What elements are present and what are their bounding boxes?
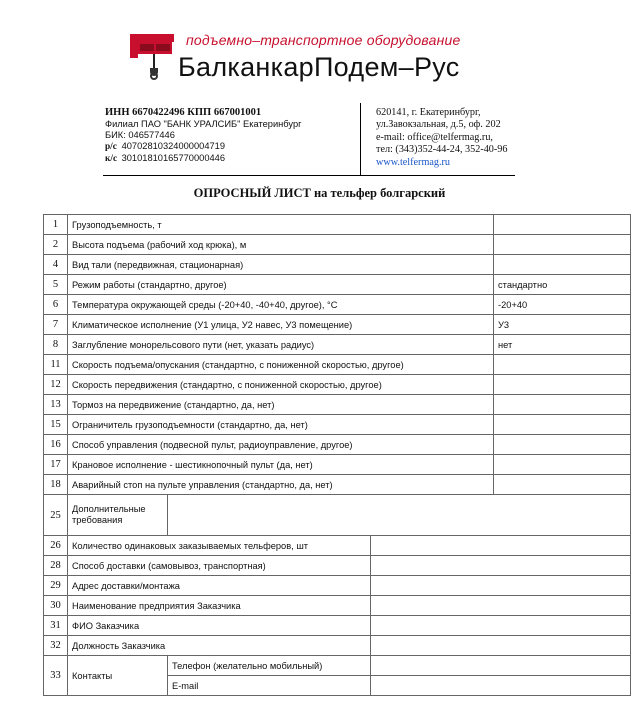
- company-brand: БалканкарПодем–Рус: [178, 52, 460, 82]
- row-value-input[interactable]: нет: [494, 335, 631, 355]
- row-number: 2: [44, 235, 68, 255]
- contact-phone-label: Телефон (желательно мобильный): [168, 656, 371, 676]
- rs-label: р/с: [105, 142, 117, 152]
- row-value-input[interactable]: [494, 395, 631, 415]
- row-value-input[interactable]: [494, 455, 631, 475]
- row-number: 25: [44, 495, 68, 536]
- row-label: Скорость передвижения (стандартно, с пониженной скоростью, другое): [68, 375, 494, 395]
- row-number: 7: [44, 315, 68, 335]
- bank-requisites: [105, 106, 302, 165]
- table-row: [44, 375, 631, 395]
- row-label: Температура окружающей среды (-20+40, -40+40, другое), °С: [68, 295, 494, 315]
- ks-label: к/с: [105, 154, 118, 164]
- row-number: 6: [44, 295, 68, 315]
- table-row: [44, 235, 631, 255]
- contact-requisites: [376, 107, 507, 169]
- row-label: Заглубление монорельсового пути (нет, указать радиус): [68, 335, 494, 355]
- row-label: Ограничитель грузоподъемности (стандартно, да, нет): [68, 415, 494, 435]
- rs-value: 40702810324000004719: [121, 141, 226, 151]
- table-row: [44, 475, 631, 495]
- table-row: [44, 576, 631, 596]
- company-website-link[interactable]: www.telfermag.ru: [376, 156, 451, 168]
- row-number: 8: [44, 335, 68, 355]
- address-line-1: 620141, г. Екатеринбург,: [376, 107, 481, 118]
- row-number: 13: [44, 395, 68, 415]
- row-label: Аварийный стоп на пульте управления (стандартно, да, нет): [68, 475, 494, 495]
- row-value-input[interactable]: [168, 495, 631, 536]
- page-title: ОПРОСНЫЙ ЛИСТ на тельфер болгарский: [193, 186, 446, 200]
- row-value-input[interactable]: [494, 475, 631, 495]
- table-row: [44, 415, 631, 435]
- row-value-input[interactable]: [494, 255, 631, 275]
- header-divider-horizontal: [103, 175, 515, 176]
- row-number: 26: [44, 536, 68, 556]
- table-row: [44, 656, 631, 676]
- contact-phone-input[interactable]: [371, 656, 631, 676]
- table-row: [44, 275, 631, 295]
- row-number: 12: [44, 375, 68, 395]
- row-value-input[interactable]: [494, 215, 631, 235]
- row-number: 32: [44, 636, 68, 656]
- bik: БИК: 046577446: [105, 130, 175, 140]
- row-label: Адрес доставки/монтажа: [68, 576, 371, 596]
- row-value-input[interactable]: стандартно: [494, 275, 631, 295]
- row-value-input[interactable]: [494, 415, 631, 435]
- row-number: 4: [44, 255, 68, 275]
- table-row: [44, 335, 631, 355]
- table-row: [44, 556, 631, 576]
- row-value-input[interactable]: [494, 375, 631, 395]
- row-label: Количество одинаковых заказываемых тельферов, шт: [68, 536, 371, 556]
- inn-kpp: ИНН 6670422496 КПП 667001001: [105, 107, 262, 118]
- table-row: [44, 255, 631, 275]
- row-value-input[interactable]: [371, 536, 631, 556]
- row-value-input[interactable]: [371, 596, 631, 616]
- row-value-input[interactable]: [371, 616, 631, 636]
- table-row: [44, 636, 631, 656]
- table-row: [44, 215, 631, 235]
- row-value-input[interactable]: [371, 636, 631, 656]
- company-email: e-mail: office@telfermag.ru,: [376, 131, 493, 143]
- row-number: 11: [44, 355, 68, 375]
- row-value-input[interactable]: [494, 235, 631, 255]
- row-number: 33: [44, 656, 68, 696]
- row-number: 18: [44, 475, 68, 495]
- table-row: [44, 315, 631, 335]
- questionnaire-table: [43, 214, 631, 696]
- row-number: 16: [44, 435, 68, 455]
- row-value-input[interactable]: [494, 435, 631, 455]
- contact-email-label: E-mail: [168, 676, 371, 696]
- row-label: Контакты: [68, 656, 168, 696]
- row-value-input[interactable]: [371, 556, 631, 576]
- table-row: [44, 355, 631, 375]
- row-value-input[interactable]: [494, 355, 631, 375]
- ks-value: 30101810165770000446: [121, 153, 226, 163]
- row-number: 31: [44, 616, 68, 636]
- row-label: ФИО Заказчика: [68, 616, 371, 636]
- row-value-input[interactable]: У3: [494, 315, 631, 335]
- row-number: 1: [44, 215, 68, 235]
- row-number: 28: [44, 556, 68, 576]
- row-value-input[interactable]: -20+40: [494, 295, 631, 315]
- row-label: Наименование предприятия Заказчика: [68, 596, 371, 616]
- crane-icon: [128, 28, 178, 80]
- table-row: [44, 395, 631, 415]
- row-label: Скорость подъема/опускания (стандартно, с пониженной скоростью, другое): [68, 355, 494, 375]
- row-label: Способ доставки (самовывоз, транспортная): [68, 556, 371, 576]
- table-row: [44, 295, 631, 315]
- row-number: 30: [44, 596, 68, 616]
- row-label: Дополнительные требования: [68, 495, 168, 536]
- table-row: [44, 536, 631, 556]
- row-value-input[interactable]: [371, 576, 631, 596]
- row-label: Тормоз на передвижение (стандартно, да, нет): [68, 395, 494, 415]
- company-tagline: подъемно–транспортное оборудование: [186, 32, 461, 48]
- row-label: Крановое исполнение - шестикнопочный пульт (да, нет): [68, 455, 494, 475]
- row-number: 17: [44, 455, 68, 475]
- contact-email-input[interactable]: [371, 676, 631, 696]
- company-logo: [128, 28, 468, 90]
- row-label: Климатическое исполнение (У1 улица, У2 навес, У3 помещение): [68, 315, 494, 335]
- row-number: 29: [44, 576, 68, 596]
- address-line-2: ул.Завокзальная, д.5, оф. 202: [376, 119, 501, 131]
- row-label: Режим работы (стандартно, другое): [68, 275, 494, 295]
- table-row: [44, 495, 631, 536]
- table-row: [44, 455, 631, 475]
- table-row: [44, 616, 631, 636]
- row-label: Вид тали (передвижная, стационарная): [68, 255, 494, 275]
- bank-branch: Филиал ПАО "БАНК УРАЛСИБ" Екатеринбург: [105, 119, 302, 129]
- row-label: Грузоподъемность, т: [68, 215, 494, 235]
- table-row: [44, 596, 631, 616]
- row-label: Способ управления (подвесной пульт, радиоуправление, другое): [68, 435, 494, 455]
- header-divider-vertical: [360, 103, 361, 176]
- row-number: 15: [44, 415, 68, 435]
- row-label: Высота подъема (рабочий ход крюка), м: [68, 235, 494, 255]
- row-label: Должность Заказчика: [68, 636, 371, 656]
- company-phone: тел: (343)352-44-24, 352-40-96: [376, 144, 508, 156]
- table-row: [44, 435, 631, 455]
- row-number: 5: [44, 275, 68, 295]
